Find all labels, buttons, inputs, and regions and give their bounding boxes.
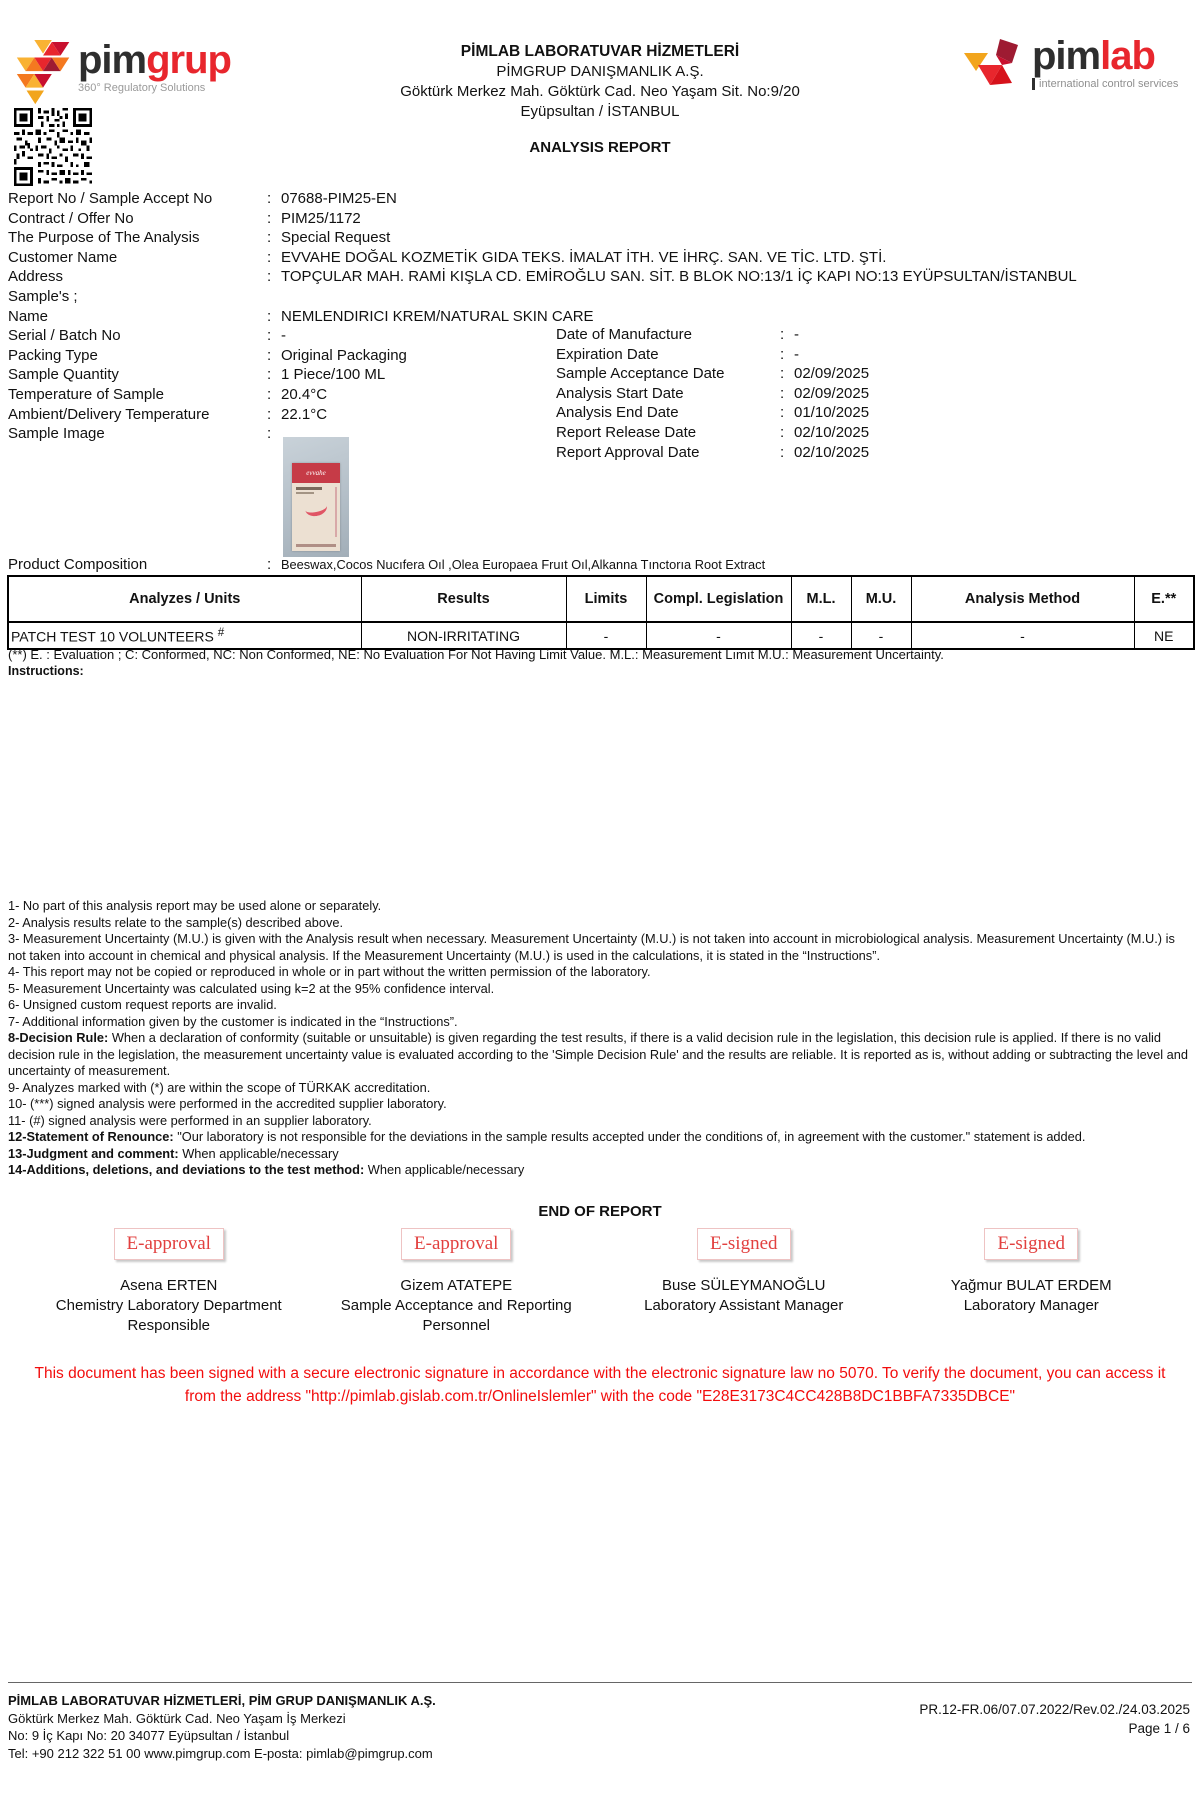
page-number: Page 1 / 6 [1128,1721,1190,1736]
field-separator: : [267,556,272,573]
pimlab-wordmark: pimlab [1032,34,1155,78]
field-value: NEMLENDIRICI KREM/NATURAL SKIN CARE [281,307,594,325]
note-item [8,1162,1192,1179]
field-separator: : [780,404,785,422]
product-side-script [335,487,337,537]
pimgrup-wordmark: pimgrup [78,38,231,82]
field-label: Sample Quantity [8,366,119,384]
col-analysis-method: Analysis Method [911,576,1134,622]
field-separator: : [267,229,272,247]
col-ml: M.L. [791,576,851,622]
field-value: - [794,326,799,343]
field-label: Temperature of Sample [8,385,164,403]
note-bold-prefix: 8-Decision Rule: [8,1030,109,1045]
field-label: Ambient/Delivery Temperature [8,405,210,423]
cell-method: - [911,622,1134,649]
field-label: Serial / Batch No [8,327,121,345]
table-footnote: (**) E. : Evaluation ; C: Conformed, NC: Non Conformed, NE: No Evaluation For Not Having Limit Value. M.L.: Measurement Lımıt M.U.: Measurement Uncertainty. [8,647,944,662]
field-label: Expiration Date [556,345,659,363]
note-bold-prefix: 13-Judgment and comment: [8,1145,179,1161]
org-name: PİMLAB LABORATUVAR HİZMETLERİ [460,43,740,60]
header-center [250,42,950,122]
info-row [556,443,1192,463]
info-row [8,287,1192,307]
note-text: 11- (#) signed analysis were performed in an supplier laboratory. [8,1112,372,1128]
field-label: Product Composition [8,556,148,573]
e-sign-stamp-wrap [323,1228,591,1260]
signer-title: Laboratory Assistant Manager [644,1297,844,1314]
note-text: When applicable/necessary [178,1145,339,1161]
cell-analyte: PATCH TEST 10 VOLUNTEERS # [8,622,361,649]
field-value [281,287,1192,307]
info-row [556,423,1192,443]
field-separator: : [267,425,272,443]
note-item [8,898,1192,915]
signer-title: Sample Acceptance and Reporting Personnel [340,1297,572,1334]
field-separator: : [780,384,785,402]
pimgrup-logo [16,40,231,108]
info-row [556,403,1192,423]
report-title: ANALYSIS REPORT [529,139,671,156]
field-label: Analysis End Date [556,404,679,422]
product-text-line [296,487,322,490]
info-row [556,325,1192,345]
document-code: PR.12-FR.06/07.07.2022/Rev.02./24.03.2025 [919,1702,1190,1717]
info-row [556,345,1192,365]
note-text: 1- No part of this analysis report may be used alone or separately. [8,898,382,913]
note-text: 9- Analyzes marked with (*) are within the scope of TÜRKAK accreditation. [8,1079,431,1095]
e-sign-stamp: E-approval [114,1228,224,1260]
field-value: 20.4°C [281,385,328,403]
footer-line: PİMLAB LABORATUVAR HİZMETLERİ, PİM GRUP DANIŞMANLIK A.Ş. [8,1693,436,1708]
note-item [8,915,1192,932]
note-item [8,931,1192,964]
field-label: Report No / Sample Accept No [8,190,213,207]
cell-ml: - [791,622,851,649]
pimlab-logo [962,36,1178,98]
signer-title: Laboratory Manager [963,1297,1099,1314]
note-item [8,1129,1192,1146]
product-swoosh-graphic [304,498,329,518]
signer-name: Buse SÜLEYMANOĞLU [662,1277,826,1294]
company-name: PİMGRUP DANIŞMANLIK A.Ş. [496,63,704,80]
note-item [8,997,1192,1014]
footer-line: No: 9 İç Kapı No: 20 34077 Eyüpsultan / İstanbul [8,1728,290,1743]
field-label: Address [8,268,64,286]
note-item [8,1146,1192,1163]
info-row [8,248,1192,268]
field-value: 1 Piece/100 ML [281,366,386,384]
field-label: Sample's ; [8,287,78,305]
pimgrup-triangle-logo-icon [16,40,74,108]
e-sign-stamp: E-signed [697,1228,791,1260]
field-label: Analysis Start Date [556,384,684,402]
signature-row [25,1228,1175,1336]
end-of-report-label: END OF REPORT [538,1203,662,1220]
pimgrup-tagline: 360° Regulatory Solutions [78,82,206,94]
sample-photo [283,437,349,557]
note-item [8,1080,1192,1097]
field-value: 01/10/2025 [794,404,870,422]
signer-name: Gizem ATATEPE [400,1277,513,1294]
signature-block [25,1228,313,1336]
qr-code-icon [14,108,92,186]
field-separator: : [267,366,272,384]
pimlab-triangle-logo-icon [962,36,1028,98]
signature-block [600,1228,888,1336]
field-label: Customer Name [8,248,118,266]
field-value: 02/09/2025 [794,365,870,383]
col-results: Results [361,576,566,622]
field-separator: : [780,443,785,461]
field-label: Name [8,307,49,325]
field-value: 22.1°C [281,405,328,423]
note-text: 4- This report may not be copied or reproduced in whole or in part without the written permission of the laboratory. [8,964,651,979]
results-table [7,575,1195,650]
field-label: Contract / Offer No [8,209,134,227]
field-separator: : [267,346,272,364]
e-sign-stamp-wrap [610,1228,878,1260]
signer-title: Chemistry Laboratory Department Responsible [55,1297,282,1334]
field-label: Date of Manufacture [556,326,692,343]
signature-block [888,1228,1176,1336]
field-separator: : [780,345,785,363]
note-text: 2- Analysis results relate to the sample(s) described above. [8,914,344,930]
instructions-label: Instructions: [8,664,84,678]
signer-name: Yağmur BULAT ERDEM [950,1277,1112,1294]
field-separator: : [780,365,785,383]
note-item [8,1096,1192,1113]
product-brand-label: evvahe [292,463,340,483]
table-header-row [8,576,1194,622]
e-signature-disclaimer: This document has been signed with a secure electronic signature in accordance with the electronic signature law no 5070. To verify the document, you can access it from the address "http://pimlab.gislab.com.tr/OnlineIslemler" with the code "E28E3173C4CC428B8DC1BBFA7335DBCE" [34,1365,1166,1405]
product-text-line [296,492,314,494]
field-value: 07688-PIM25-EN [281,190,397,207]
company-address-line2: Eyüpsultan / İSTANBUL [520,103,680,120]
field-separator: : [267,307,272,325]
pimlab-tagline: international control services [1032,78,1178,90]
note-text: When a declaration of conformity (suitable or unsuitable) is given regarding the test results, if there is a valid decision rule in the legislation, this decision rule is applied. If there is no valid decision rule in the legislation, the measurement uncertainty value is evaluated according to the 'Simple Decision Rule' and the results are reliable. It is reported as is, without adding or subtracting the level and uncertainty of measurement. [8,1030,1189,1078]
field-value: - [794,345,799,363]
field-label: Sample Acceptance Date [556,365,725,383]
e-sign-stamp: E-signed [984,1228,1078,1260]
field-value: Original Packaging [281,346,407,364]
field-separator: : [267,327,272,345]
info-row [8,228,1192,248]
field-separator: : [267,385,272,403]
product-bottom-strip [296,544,336,547]
note-item [8,964,1192,981]
footer-line: Göktürk Merkez Mah. Göktürk Cad. Neo Yaşam İş Merkezi [8,1710,346,1726]
table-row [8,622,1194,649]
note-item [8,981,1192,998]
note-text: 6- Unsigned custom request reports are invalid. [8,997,277,1012]
field-value: - [281,327,286,345]
report-notes [8,898,1192,1179]
note-text: "Our laboratory is not responsible for the deviations in the sample results accepted under the conditions of, in agreement with the customer." statement is added. [173,1129,1086,1144]
signer-name: Asena ERTEN [120,1277,218,1294]
cell-limits: - [566,622,646,649]
col-analyzes-units: Analyzes / Units [8,576,361,622]
field-separator: : [267,190,272,207]
note-bold-prefix: 12-Statement of Renounce: [8,1129,174,1144]
note-item [8,1014,1192,1031]
col-mu: M.U. [851,576,911,622]
field-label: Report Approval Date [556,443,700,461]
field-separator: : [267,248,272,266]
field-label: The Purpose of The Analysis [8,229,200,247]
note-text: 5- Measurement Uncertainty was calculated using k=2 at the 95% confidence interval. [8,980,495,996]
field-label: Sample Image [8,425,105,443]
field-separator: : [780,423,785,441]
field-label: Report Release Date [556,423,697,441]
signature-block [313,1228,601,1336]
field-label: Packing Type [8,346,98,364]
field-value: Special Request [281,229,391,247]
info-row [8,189,1192,209]
field-separator: : [267,405,272,423]
col-limits: Limits [566,576,646,622]
field-separator: : [267,268,272,286]
field-value: EVVAHE DOĞAL KOZMETİK GIDA TEKS. İMALAT İTH. VE İHRÇ. SAN. VE TİC. LTD. ŞTİ. [281,248,887,266]
note-bold-prefix: 14-Additions, deletions, and deviations to the test method: [8,1162,365,1177]
supplier-lab-marker: # [217,626,225,640]
field-value: Beeswax,Cocos Nucıfera Oıl ,Olea Europaea Fruıt Oıl,Alkanna Tınctorıa Root Extract [281,557,766,572]
e-sign-stamp-wrap [35,1228,303,1260]
note-text: When applicable/necessary [364,1162,525,1177]
product-box [292,463,340,551]
note-text: 7- Additional information given by the customer is indicated in the “Instructions”. [8,1013,458,1029]
note-text: 3- Measurement Uncertainty (M.U.) is given with the Analysis result when necessary. Measurement Uncertainty (M.U.) is not taken into account in microbiological analysis. Measurement Uncertainty (M.U.) is not taken into account in chemical and physical analysis. If the Measurement Uncertainty (M.U.) is used in the calculations, it is stated in the “Instructions”. [8,931,1175,963]
info-row [556,384,1192,404]
info-row [8,267,1192,287]
product-composition-row [8,556,1192,574]
company-address-line1: Göktürk Merkez Mah. Göktürk Cad. Neo Yaşam Sit. No:9/20 [400,83,800,100]
field-value: 02/09/2025 [794,384,870,402]
footer-meta-block [919,1700,1190,1738]
e-sign-stamp: E-approval [401,1228,511,1260]
info-row [556,364,1192,384]
cell-legislation: - [646,622,791,649]
info-row [8,209,1192,229]
footer-divider [8,1682,1192,1683]
field-separator: : [267,209,272,227]
field-separator [267,287,281,307]
cell-results: NON-IRRITATING [361,622,566,649]
col-evaluation: E.** [1134,576,1194,622]
field-value: TOPÇULAR MAH. RAMİ KIŞLA CD. EMİROĞLU SAN. SİT. B BLOK NO:13/1 İÇ KAPI NO:13 EYÜPSULTAN/İSTANBUL [281,268,1077,286]
e-sign-stamp-wrap [898,1228,1166,1260]
field-value: 02/10/2025 [794,423,870,441]
field-value: 02/10/2025 [794,443,870,461]
col-compl-legislation: Compl. Legislation [646,576,791,622]
cell-evaluation: NE [1134,622,1194,649]
footer-company-block [8,1692,436,1762]
cell-mu: - [851,622,911,649]
info-row [8,307,1192,327]
note-item [8,1113,1192,1130]
field-value: PIM25/1172 [281,209,361,227]
note-item [8,1030,1192,1080]
note-text: 10- (***) signed analysis were performed in the accredited supplier laboratory. [8,1096,447,1111]
footer-line: Tel: +90 212 322 51 00 www.pimgrup.com E-posta: pimlab@pimgrup.com [8,1745,433,1761]
field-separator: : [780,326,785,343]
info-column-right [556,325,1192,462]
